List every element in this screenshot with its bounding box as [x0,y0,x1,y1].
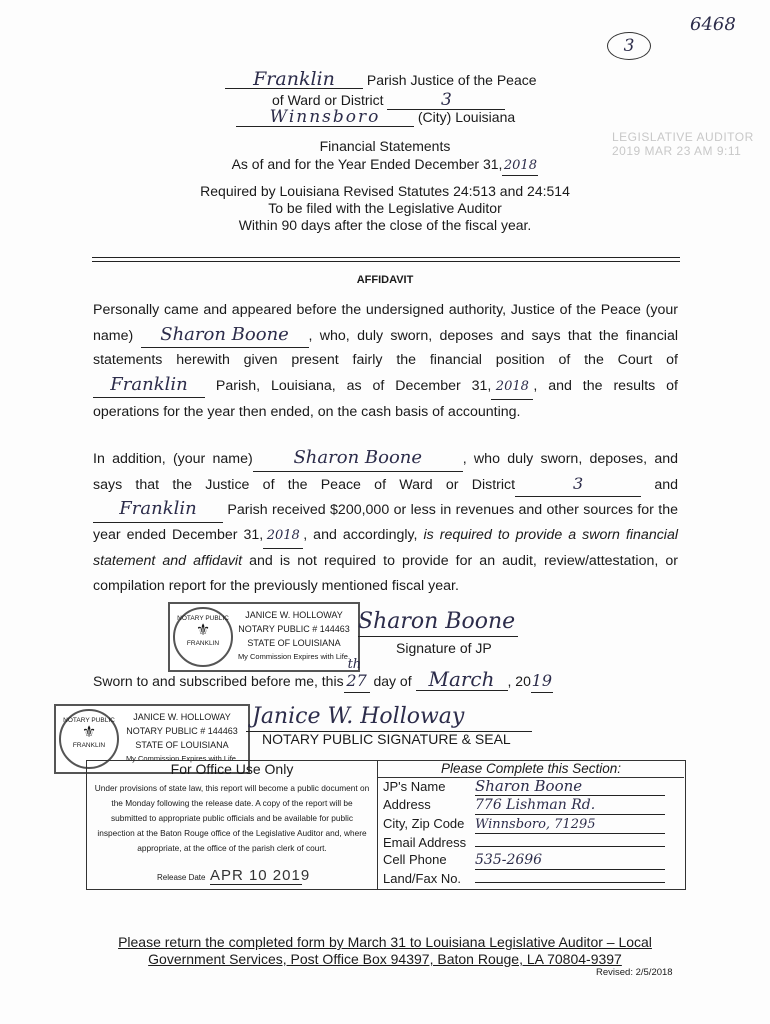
jp-name-label: JP's Name [383,779,446,794]
revised-date: Revised: 2/5/2018 [596,967,673,978]
fax-label: Land/Fax No. [383,871,462,886]
ward-label: of Ward or District [272,92,384,108]
p1-text-b: , who, duly sworn, deposes and says that the financial statements herewith given present fairly the financial position of the Court of [93,327,678,368]
notary-signature: Janice W. Holloway [246,703,532,732]
release-date-value: APR 10 2019 [209,867,311,884]
seal-2-top: NOTARY PUBLIC [63,717,115,724]
notary-stamp-1-name: JANICE W. HOLLOWAY [245,610,343,620]
email-value [475,846,665,847]
parish-written: Franklin [225,70,363,89]
fax-value [475,882,665,883]
received-stamp-line2: 2019 MAR 23 AM 9:11 [612,144,742,158]
seal-1-top: NOTARY PUBLIC [177,615,229,622]
footer-instructions [90,934,680,968]
cell-row [383,851,679,870]
notary-stamp-1-state: STATE OF LOUISIANA [247,638,341,648]
statement-title [180,137,590,176]
p2-text-d: Parish received $200,000 or less in revenues and other sources for the year ended December 31, [93,502,678,543]
p2-name-written: Sharon Boone [253,446,463,472]
p1-text-d: , and the results of operations for the year then ended, on the cash basis of accounting. [93,377,678,420]
address-label: Address [383,797,431,812]
affidavit-heading: AFFIDAVIT [356,274,414,286]
title-line2 [180,155,590,176]
seal-2-bottom: FRANKLIN [72,742,106,749]
divider-bottom [92,261,680,262]
cell-label: Cell Phone [383,852,447,867]
box-divider [377,761,378,889]
seal-1-bottom: FRANKLIN [186,640,220,647]
footer-line1: Please return the completed form by March 31 to Louisiana Legislative Auditor – Local [118,934,652,950]
divider-top [92,257,680,258]
sworn-text: Sworn to and subscribed before me, this [93,673,344,689]
email-row [383,834,679,851]
p2-text-b: , who duly sworn, deposes, and says that the Justice of the Peace of Ward or District [93,451,678,493]
cell-value: 535-2696 [475,852,665,870]
office-heading: For Office Use Only [170,761,294,777]
p2-text-f: and is not required to provide for an audit, review/attestation, or compilation report for the previously mentioned fiscal year. [93,553,678,594]
title-line2-text: As of and for the Year Ended December 31, [231,156,503,172]
req-line2: To be filed with the Legislative Auditor [268,200,502,216]
jp-signature: Sharon Boone [358,608,518,637]
p1-text-a: Personally came and appeared before the undersigned authority, Justice of the Peace (your name) [93,302,678,344]
notary-stamp-2-state: STATE OF LOUISIANA [135,740,229,750]
jp-name-value: Sharon Boone [475,778,665,796]
affidavit-paragraph-2 [93,446,678,598]
jp-name-row [383,778,679,796]
notary-stamp-2-text [118,710,246,766]
info-box [86,760,686,890]
sworn-day [344,657,370,693]
p1-text-c: Parish, Louisiana, as of December 31, [215,377,492,394]
month-written: March [416,668,508,691]
p2-parish-written: Franklin [93,497,223,523]
p2-year-written: 2018 [263,524,303,550]
p2-text-e: , and accordingly, [303,526,418,543]
city-row [383,815,679,834]
notary-seal-1 [173,607,233,667]
fax-row [383,870,679,887]
jp-signature-label: Signature of JP [396,640,492,656]
release-date-row [157,867,311,885]
title-line1: Financial Statements [319,138,451,154]
notary-stamp-2-commission: My Commission Expires with Life. [125,754,239,763]
footer-line2: Government Services, Post Office Box 94397, Baton Rouge, LA 70804-9397 [148,951,622,967]
title-year-written: 2018 [502,157,538,176]
p2-italic-text: is required to provide a sworn financial statement and affidavit [93,526,679,569]
notary-stamp-1-number: NOTARY PUBLIC # 144463 [238,624,350,634]
city-written: Winnsboro [236,108,414,127]
p2-text-c: and [654,476,678,493]
office-text: Under provisions of state law, this report will become a public document on the Monday following the release date. A copy of the report will be submitted to appropriate public officials and be available for public inspection at the Baton Rouge office of the Legislative Auditor and, where appropriate, at the office of the parish clerk of court. [94,783,370,853]
p2-text-a: In addition, (your name) [93,451,253,467]
address-row [383,796,679,815]
day-suffix: th [347,657,362,672]
corner-number: 6468 [690,14,736,35]
parish-label: Parish Justice of the Peace [366,72,537,88]
p1-parish-written: Franklin [93,373,205,399]
p1-name-written: Sharon Boone [141,323,309,349]
notary-stamp-1-text [232,608,356,664]
ward-written: 3 [387,91,505,110]
day-written: 27 [346,671,367,690]
p2-ward-written: 3 [515,472,641,498]
received-stamp-line1: LEGISLATIVE AUDITOR [612,130,754,144]
address-value: 776 Lishman Rd. [475,797,665,815]
notary-stamp-1-commission: My Commission Expires with Life. [237,652,351,661]
pelican-icon: ⚜ [195,622,211,639]
email-label: Email Address [383,835,467,850]
city-value: Winnsboro, 71295 [475,816,665,834]
city-line [236,108,515,127]
complete-heading: Please Complete this Section: [378,761,684,778]
parish-line [225,70,537,89]
complete-fields [383,778,679,887]
received-stamp [612,130,754,158]
req-line1: Required by Louisiana Revised Statutes 24:513 and 24:514 [200,183,570,199]
notary-stamp-1 [168,602,360,672]
sworn-line [93,657,553,693]
pelican-icon: ⚜ [81,724,97,741]
day-of-text: day of [373,673,412,689]
city-label: City, Zip Code [383,816,465,831]
notary-stamp-2-number: NOTARY PUBLIC # 144463 [126,726,238,736]
notary-signature-label: NOTARY PUBLIC SIGNATURE & SEAL [262,731,511,747]
release-date-label: Release Date [157,873,206,882]
notary-stamp-2-name: JANICE W. HOLLOWAY [133,712,231,722]
circled-number: 3 [607,32,651,60]
sworn-year-written: 19 [531,670,553,693]
year-prefix: , 20 [507,673,531,689]
affidavit-paragraph-1 [93,298,678,425]
requirements [150,183,620,234]
p1-year-written: 2018 [491,375,533,401]
req-line3: Within 90 days after the close of the fiscal year. [238,217,532,233]
city-label: (City) Louisiana [417,109,516,125]
